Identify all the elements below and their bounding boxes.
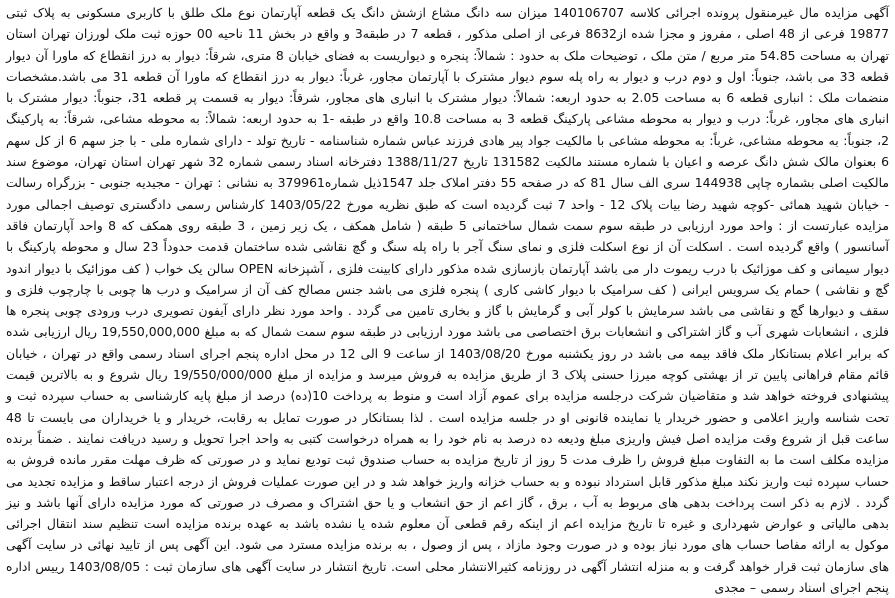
auction-notice-text: آگهی مزایده مال غیرمنقول پرونده اجرائی کلاسه 140106707 میزان سه دانگ مشاع ازشش دانگ یک قطعه آپارتمان نوع ملک طلق با کاربری مسکونی به پلاک ثبتی 19877 فرعی از 48 اصلی ، مفروز و مجزا شده از8632 فرعی از اصلی مذکور ، قطعه 7 در طبقه3 و واقع در بخش 11 ناحیه 00 حوزه ثبت ملک لورزان تهران استان تهران به مساحت 54.85 متر مربع / متن ملک ، توضیحات ملک به حدود : شمالاً: پنجره و دیواریست به فضای خیابان 8 متری، شرقاً: دیوار به درز انقطاع که ماورا آن دیوار قطعه 33 می باشد، جنوباً: اول و دوم درب و دیوار به راه پله سوم دیوار مشترک با آپارتمان مجاور، غرباً: دیوار به درز انقطاع که ماورا آن قطعه 31 می باشد.مشخصات منضمات ملک : انباری قطعه 6 به مساحت 2.05 به حدود اربعه: شمالاً: دیوار مشترک با انباری های مجاور، شرقاً: دیوار به قسمت پر قطعه 31، جنوباً: دیوار مشترک با انباری های مجاور، غرباً: درب و دیوار به محوطه مشاعی پارکینگ قطعه 3 به مساحت 10.8 واقع در طبقه -1 به حدود اربعه: شمالاً: به محوطه مشاعی، شرقاً: به پارکینگ 2، جنوباً: به محوطه مشاعی، غرباً: به محوطه مشاعی با مالکیت جواد پیر هادی فرزند عباس شماره شناسنامه - تاریخ تولد - دارای شماره ملی - با جز سهم 6 از کل سهم 6 بعنوان مالک شش دانگ عرصه و اعیان با شماره مستند مالکیت 131582 تاریخ 1388/11/27 دفترخانه اسناد رسمی شماره 32 شهر تهران استان تهران، موضوع سند مالکیت اصلی بشماره چاپی 144938 سری الف سال 81 که در صفحه 55 دفتر املاک جلد 1547ذیل شماره379961 به نشانی : تهران - مجیدیه جنوبی - بزرگراه رسالت - خیابان شهید همائی -کوچه شهید رضا بیات پلاک 12 - واحد 7 ثبت گردیده است که طبق نظریه مورخ 1403/05/22 کارشناس رسمی دادگستری توصیف اجمالی مورد مزایده عبارتست از : واحد مورد ارزیابی در طبقه سوم سمت شمال ساختمانی 5 طبقه ( شامل همکف ، یک زیر زمین ، 3 طبقه روی همکف که 8 واحد آپارتمان فاقد آسانسور ) واقع گردیده است . اسکلت آن از نوع اسکلت فلزی و نمای سنگ آجر با راه پله سنگ و گچ نقاشی شده ساختمان قدمت حدوداً 23 سال و محوطه پارکینگ با دیوار سیمانی و کف موزائیک با درب ریموت دار می باشد آپارتمان بازسازی شده مذکور دارای کابینت فلزی ، آشپزخانه OPEN سالن یک خواب ( کف موزائیک با دیوار اندود گچ و نقاشی ) حمام یک سرویس ایرانی ( کف سرامیک با دیوار کاشی کاری ) پنجره فلزی می باشد جنس مصالح کف آن از سرامیک و درب ها چوبی با چارچوب فلزی و سقف و دیوارها گچ و نقاشی می باشد سرمایش با کولر آبی و گرمایش با گاز و بخاری تامین می گردد . واحد مورد نظر دارای آیفون تصویری درب ورودی چوبی پنجره ها فلزی ، انشعابات شهری آب و گاز اشتراکی و انشعابات برق اختصاصی می باشد مورد ارزیابی در طبقه سوم سمت شمال که به مبلغ 19,550,000,000 ریال ارزیابی شده که برابر اعلام بستانکار ملک فاقد بیمه می باشد در روز یکشنبه مورخ 1403/08/20 از ساعت 9 الی 12 در محل اداره پنجم اجرای اسناد رسمی واقع در تهران ، خیابان قائم مقام فراهانی پایین تر از بهشتی کوچه میرزا حسنی پلاک 3 از طریق مزایده به فروش میرسد و مزایده از مبلغ 19/550/000/000 ریال شروع و به بالاترین قیمت پیشنهادی فروخته خواهد شد و متقاضیان شرکت درجلسه مزایده برای عموم آزاد است و منوط به پرداخت 10(ده) درصد از مبلغ پایه کارشناسی به حساب سپرده ثبت و تحت شناسه واریز اعلامی و حضور خریدار یا نماینده قانونی او در جلسه مزایده است . لذا بستانکار در صورت تمایل به رقابت، خریدار و یا خریداران می بایست تا 48 ساعت قبل از شروع وقت مزایده اصل فیش واریزی مبلغ ودیعه ده درصد به نام خود را به همراه درخواست کتبی به واحد اجرا تحویل و رسید دریافت نمایند . ضمناً برنده مزایده مکلف است ما به التفاوت مبلغ فروش را ظرف مدت 5 روز از تاریخ مزایده به حساب صندوق ثبت تودیع نماید و در صورتی که ظرف مهلت مقرر مانده فروش به حساب سپرده ثبت واریز نکند مبلغ مذکور قابل استرداد نبوده و به حساب خزانه واریز خواهد شد و در این صورت عملیات فروش از درجه اعتبار ساقط و مزایده تجدید می گردد . لازم به ذکر است پرداخت بدهی های مربوط به آب ، برق ، گاز اعم از حق انشعاب و یا حق اشتراک و مصرف در صورتی که مورد مزایده دارای آنها باشد و نیز بدهی مالیاتی و عوارض شهرداری و غیره تا تاریخ مزایده اعم از اینکه رقم قطعی آن معلوم شده یا نشده باشد به عهده برنده مزایده است تنظیم سند انتقال اجرائی موکول به ارائه مفاصا حساب های مورد نیاز بوده و در صورت وجود مازاد ، پس از وصول ، به برنده مزایده مسترد می شود. این آگهی پس از تایید نهائی در سایت آگهی های سازمان ثبت قرار خواهد گرفت و به منزله انتشار آگهی در روزنامه کثیرالانتشار محلی است. تاریخ انتشار در سایت آگهی های سازمان ثبت : 1403/08/05 رییس اداره پنجم اجرای اسناد رسمی – مجدی xyxy=(6,5,890,596)
